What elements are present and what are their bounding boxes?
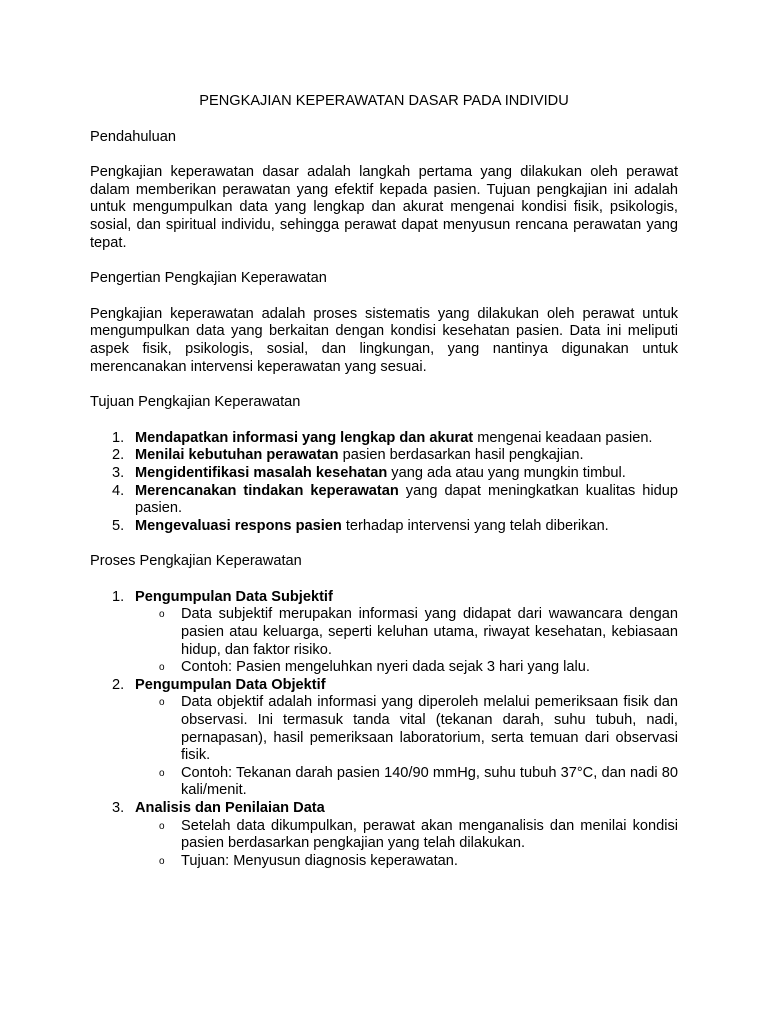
sub-list-item-text: Contoh: Tekanan darah pasien 140/90 mmHg, suhu tubuh 37°C, dan nadi 80 kali/menit. (181, 764, 678, 799)
sub-list (135, 818, 678, 871)
sub-list-item-text: Tujuan: Menyusun diagnosis keperawatan. (181, 852, 458, 869)
sub-list-item-text: Data objektif adalah informasi yang diperoleh melalui pemeriksaan fisik dan observasi. Ini termasuk tanda vital (tekanan darah, suhu tubuh, nadi, pernapasan), hasil pemeriksaan laboratorium, serta temuan dari observasi fisik. (181, 694, 678, 764)
list-item (90, 430, 678, 448)
list-item-bold: Mengevaluasi respons pasien (135, 517, 342, 534)
list-item-title: Pengumpulan Data Subjektif (135, 588, 333, 605)
sub-list-item (135, 606, 678, 659)
sub-list-item-text: Contoh: Pasien mengeluhkan nyeri dada sejak 3 hari yang lalu. (181, 659, 590, 676)
bullet-icon: o (159, 697, 165, 709)
list-item-bold: Merencanakan tindakan keperawatan (135, 482, 399, 499)
sub-list-item-text: Data subjektif merupakan informasi yang didapat dari wawancara dengan pasien atau keluarga, seperti keluhan utama, riwayat kesehatan, kebiasaan hidup, dan faktor risiko. (181, 606, 678, 658)
list-item-bold: Menilai kebutuhan perawatan (135, 447, 339, 464)
list-item-bold: Mendapatkan informasi yang lengkap dan akurat (135, 429, 474, 446)
list-item (90, 518, 678, 536)
sub-list-item (135, 694, 678, 764)
proses-list (90, 589, 678, 871)
sub-list (135, 606, 678, 676)
list-item (90, 677, 678, 800)
bullet-icon: o (159, 855, 165, 867)
list-number: 3. (112, 800, 125, 816)
list-item-text: yang ada atau yang mungkin timbul. (387, 464, 626, 481)
section-heading-proses: Proses Pengkajian Keperawatan (90, 553, 302, 570)
sub-list-item (135, 659, 678, 677)
document-title: PENGKAJIAN KEPERAWATAN DASAR PADA INDIVIDU (199, 93, 569, 109)
bullet-icon: o (159, 609, 165, 621)
section-heading-pendahuluan: Pendahuluan (90, 128, 177, 145)
sub-list-item (135, 765, 678, 800)
list-item (90, 483, 678, 518)
list-item-text: yang dapat meningkatkan kualitas hidup pasien. (135, 482, 678, 517)
list-item-text: mengenai keadaan pasien. (473, 429, 653, 446)
list-item (90, 465, 678, 483)
section-heading-pengertian: Pengertian Pengkajian Keperawatan (90, 270, 327, 287)
list-number: 1. (112, 588, 125, 605)
list-number: 5. (112, 517, 125, 534)
list-number: 2. (112, 447, 125, 464)
section-heading-tujuan: Tujuan Pengkajian Keperawatan (90, 394, 301, 411)
document-page (90, 93, 678, 870)
list-item (90, 800, 678, 870)
list-item (90, 447, 678, 465)
bullet-icon: o (159, 820, 165, 832)
sub-list-item (135, 818, 678, 853)
list-item (90, 589, 678, 677)
list-item-text: terhadap intervensi yang telah diberikan. (341, 517, 609, 534)
list-number: 1. (112, 429, 125, 446)
list-item-bold: Mengidentifikasi masalah kesehatan (135, 464, 388, 481)
list-item-title: Pengumpulan Data Objektif (135, 676, 326, 693)
paragraph-pengertian: Pengkajian keperawatan adalah proses sistematis yang dilakukan oleh perawat untuk mengumpulkan data yang berkaitan dengan kondisi kesehatan pasien. Data ini meliputi aspek fisik, psikologis, sosial, dan lingkungan, yang nantinya digunakan untuk merencanakan intervensi keperawatan yang sesuai. (90, 305, 678, 375)
paragraph-pendahuluan: Pengkajian keperawatan dasar adalah langkah pertama yang dilakukan oleh perawat dalam memberikan perawatan yang efektif kepada pasien. Tujuan pengkajian ini adalah untuk mengumpulkan data yang lengkap dan akurat mengenai kondisi fisik, psikologis, sosial, dan spiritual individu, sehingga perawat dapat menyusun rencana perawatan yang tepat. (90, 164, 678, 251)
tujuan-list (90, 430, 678, 536)
list-number: 3. (112, 464, 125, 481)
sub-list-item-text: Setelah data dikumpulkan, perawat akan menganalisis dan menilai kondisi pasien berdasarkan pengkajian yang telah dilakukan. (181, 817, 678, 852)
list-number: 2. (112, 676, 125, 693)
list-number: 4. (112, 482, 125, 499)
bullet-icon: o (159, 767, 165, 779)
sub-list-item (135, 853, 678, 871)
sub-list (135, 694, 678, 800)
bullet-icon: o (159, 662, 165, 674)
list-item-text: pasien berdasarkan hasil pengkajian. (338, 447, 584, 464)
list-item-title: Analisis dan Penilaian Data (135, 800, 325, 816)
